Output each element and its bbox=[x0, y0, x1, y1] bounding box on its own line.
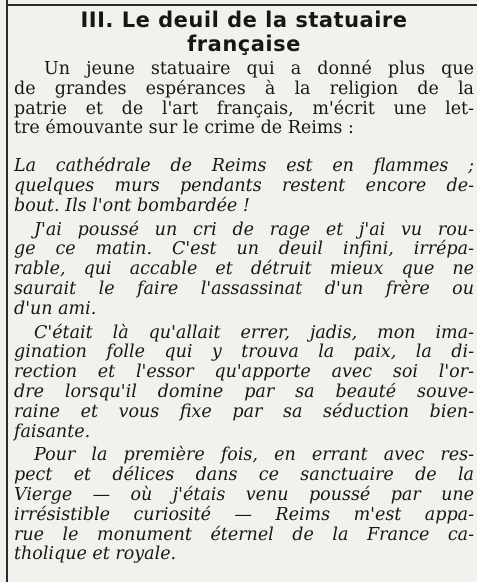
letter-paragraph-4 bbox=[14, 446, 474, 565]
text-line: bout. Ils l'ont bombardée ! bbox=[14, 195, 250, 216]
text-line: Pour la première fois, en errant avec res- bbox=[34, 445, 474, 466]
intro-paragraph bbox=[14, 60, 474, 139]
text-line: d'un ami. bbox=[14, 298, 97, 319]
text-line: patrie et de l'art français, m'écrit une let- bbox=[14, 98, 474, 119]
column-rule-top bbox=[6, 4, 477, 6]
text-line: irrésistible curiosité — Reims m'est appa- bbox=[14, 504, 474, 525]
text-line: tholique et royale. bbox=[14, 544, 177, 565]
title-line: française bbox=[187, 32, 301, 56]
text-line: tre émouvante sur le crime de Reims : bbox=[14, 118, 354, 139]
text-line: quelques murs pendants restent encore de- bbox=[14, 175, 474, 196]
text-line: rection et l'essor qu'apporte avec soi l'or- bbox=[14, 362, 474, 383]
letter-paragraph-2 bbox=[14, 221, 474, 320]
text-line: faisante. bbox=[14, 421, 91, 442]
article-title bbox=[14, 8, 474, 56]
text-line: J'ai poussé un cri de rage et j'ai vu rou- bbox=[34, 219, 474, 240]
text-line: Un jeune statuaire qui a donné plus que bbox=[44, 59, 474, 79]
text-line: dre lorsqu'il domine par sa beauté souve- bbox=[14, 381, 474, 402]
letter-paragraph-1 bbox=[14, 157, 474, 216]
text-line: raine et vous fixe par sa séduction bien- bbox=[14, 401, 474, 422]
text-line: de grandes espérances à la religion de la bbox=[14, 78, 474, 99]
text-line: pect et délices dans ce sanctuaire de la bbox=[14, 465, 474, 486]
title-line: III. Le deuil de la statuaire bbox=[80, 8, 408, 32]
text-line: La cathédrale de Reims est en flammes ; bbox=[14, 156, 474, 177]
text-line: Vierge — où j'étais venu poussé par une bbox=[14, 484, 474, 505]
text-line: ge ce matin. C'est un deuil infini, irrépa- bbox=[14, 239, 474, 260]
text-line: saurait le faire l'assassinat d'un frère ou bbox=[14, 278, 474, 299]
article-column bbox=[14, 8, 474, 565]
text-line: rue le monument éternel de la France ca- bbox=[14, 524, 474, 545]
text-line: C'était là qu'allait errer, jadis, mon ima- bbox=[34, 322, 474, 343]
text-line: rable, qui accable et détruit mieux que ne bbox=[14, 259, 474, 280]
letter-paragraph-3 bbox=[14, 324, 474, 443]
text-line: gination folle qui y trouva la paix, la di- bbox=[14, 342, 474, 363]
column-rule-left bbox=[6, 0, 8, 582]
